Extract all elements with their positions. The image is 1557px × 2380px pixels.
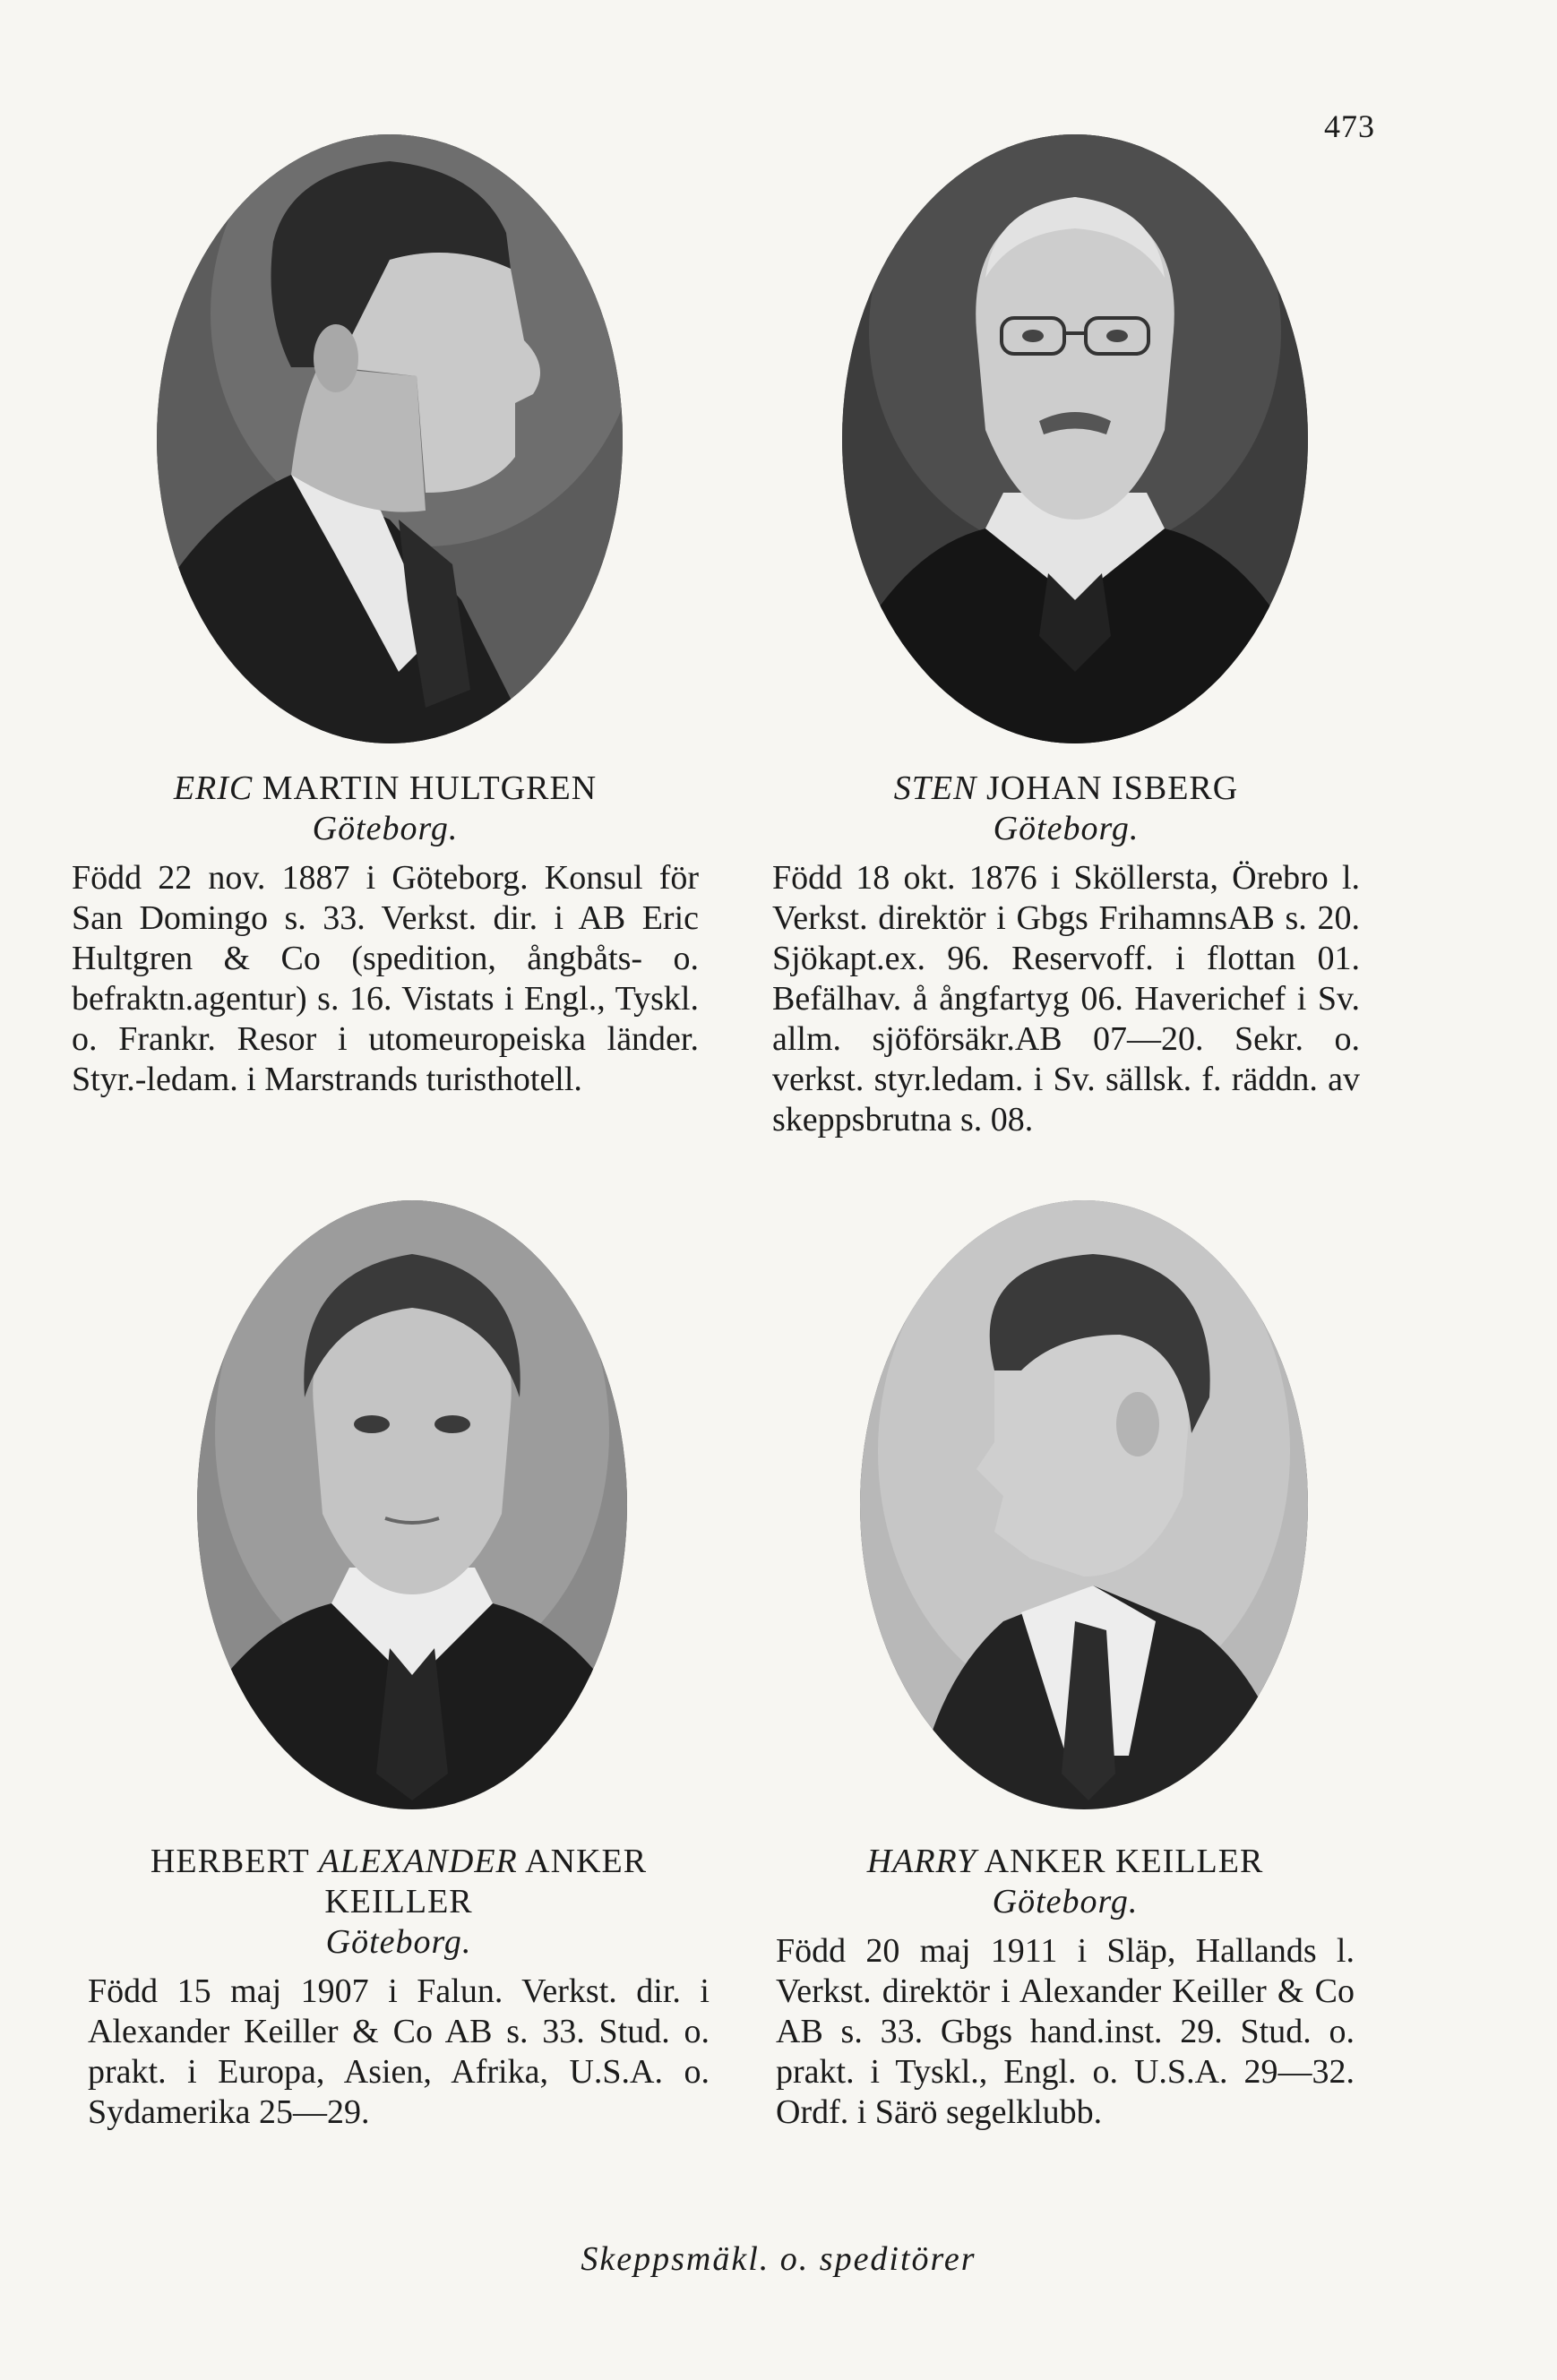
portrait-herbert-keiller bbox=[197, 1200, 627, 1809]
entry-herbert-keiller bbox=[88, 1842, 710, 2133]
entry-bio: Född 15 maj 1907 i Falun. Verkst. dir. i Alexander Keiller & Co AB s. 33. Stud. o. prakt. i Europa, Asien, Afrika, U.S.A. o. Sydamerika 25—29. bbox=[88, 1972, 710, 2131]
entry-name: HARRY ANKER KEILLER bbox=[866, 1843, 1264, 1880]
entry-eric-hultgren bbox=[72, 769, 699, 1100]
entry-name: HERBERT ALEXANDER ANKER KEILLER bbox=[150, 1843, 648, 1920]
entry-name: STEN JOHAN ISBERG bbox=[893, 769, 1239, 807]
entry-bio: Född 20 maj 1911 i Släp, Hallands l. Verkst. direktör i Alexander Keiller & Co AB s. 33. Gbgs hand.inst. 29. Stud. o. prakt. i Tyskl., Engl. o. U.S.A. 29—32. Ordf. i Särö segelklubb. bbox=[776, 1932, 1355, 2131]
entry-bio: Född 18 okt. 1876 i Sköllersta, Örebro l. Verkst. direktör i Gbgs FrihamnsAB s. 20. Sjökapt.ex. 96. Reservoff. i flottan 01. Befälhav. å ångfartyg 06. Haverichef i Sv. allm. sjöförsäkr.AB 07—20. Sekr. o. verkst. styr.ledam. i Sv. sällsk. f. räddn. av skeppsbrutna s. 08. bbox=[772, 859, 1360, 1138]
entry-city: Göteborg. bbox=[992, 1883, 1139, 1920]
entry-city: Göteborg. bbox=[993, 810, 1140, 847]
portrait-eric-hultgren bbox=[157, 134, 623, 743]
entry-harry-keiller bbox=[776, 1842, 1355, 2133]
portrait-harry-keiller bbox=[860, 1200, 1308, 1809]
entry-city: Göteborg. bbox=[325, 1923, 472, 1961]
entry-sten-isberg bbox=[772, 769, 1360, 1140]
entry-city: Göteborg. bbox=[312, 810, 459, 847]
portrait-photo bbox=[197, 1200, 627, 1809]
entry-bio: Född 22 nov. 1887 i Göteborg. Konsul för San Domingo s. 33. Verkst. dir. i AB Eric Hultgren & Co (spedition, ångbåts- o. befraktn.agentur) s. 16. Vistats i Engl., Tyskl. o. Frankr. Resor i utomeuropeiska länder. Styr.-ledam. i Marstrands turisthotell. bbox=[72, 859, 699, 1098]
portrait-photo bbox=[157, 134, 623, 743]
portrait-photo bbox=[860, 1200, 1308, 1809]
page-number: 473 bbox=[1324, 108, 1375, 144]
entry-name: ERIC MARTIN HULTGREN bbox=[173, 769, 598, 807]
portrait-photo bbox=[842, 134, 1308, 743]
page-footer: Skeppsmäkl. o. speditörer bbox=[581, 2240, 976, 2278]
portrait-sten-isberg bbox=[842, 134, 1308, 743]
